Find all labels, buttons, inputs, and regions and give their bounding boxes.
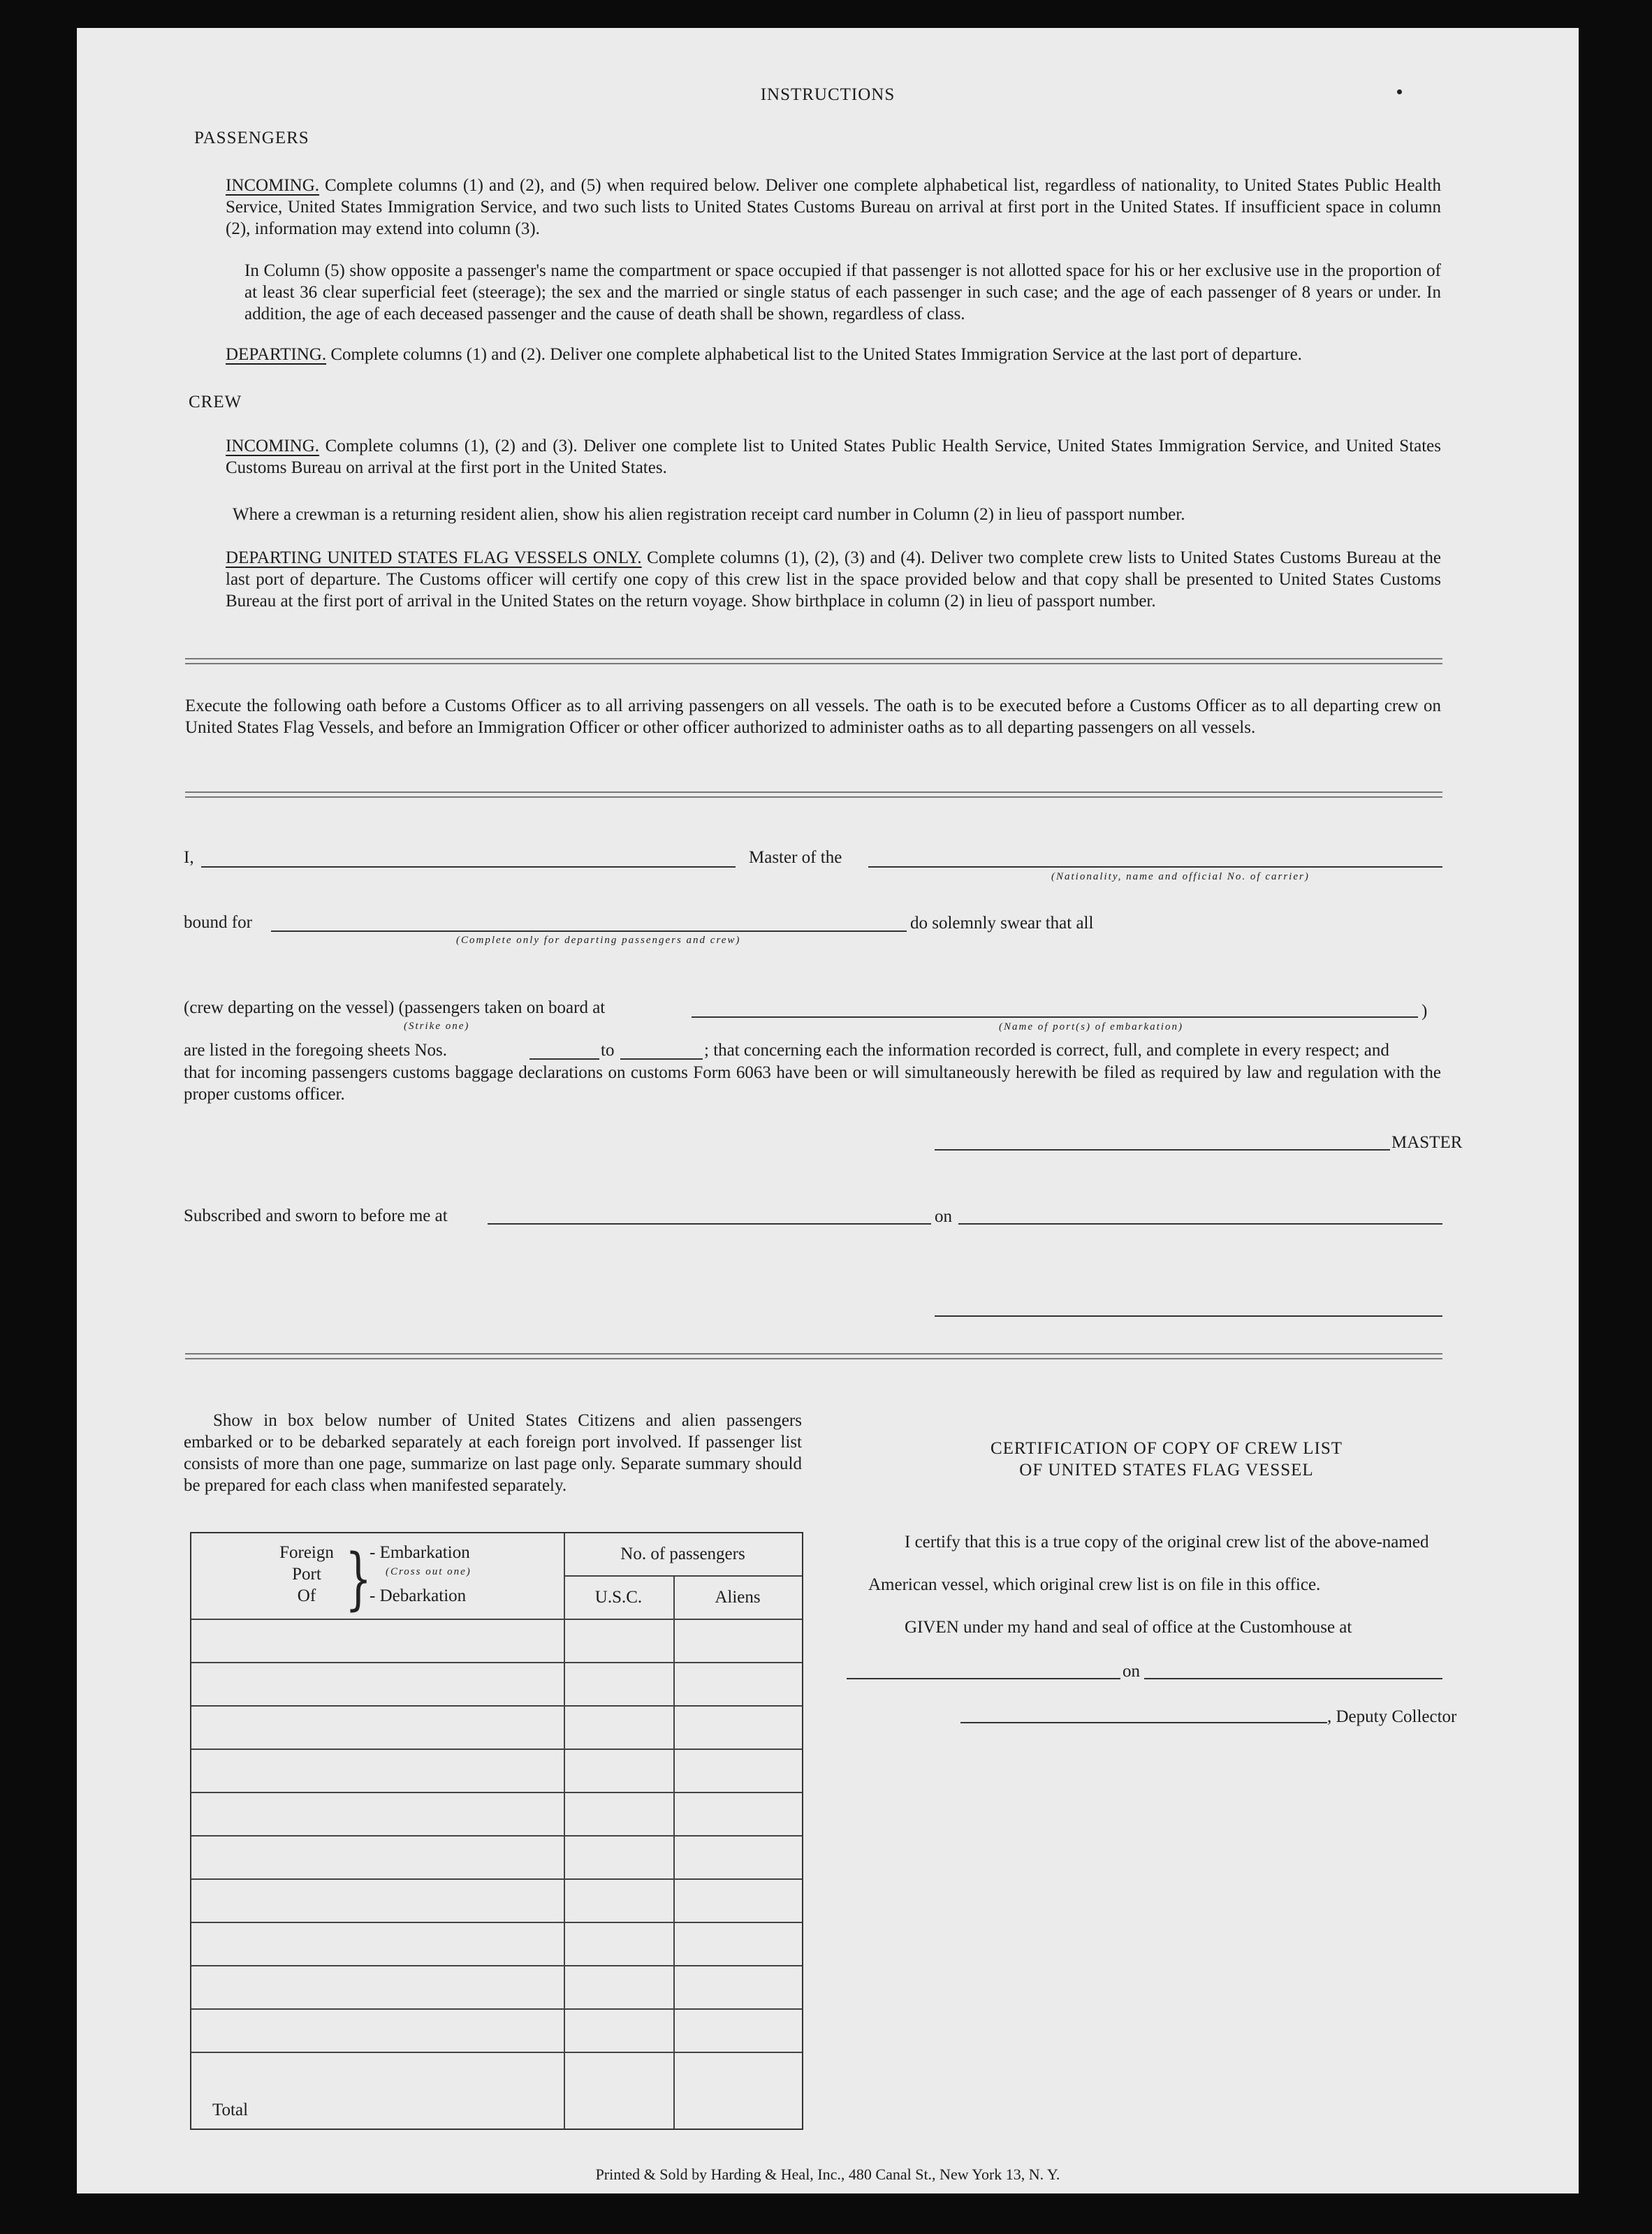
table-row[interactable] bbox=[191, 1965, 802, 1966]
table-row[interactable] bbox=[191, 2008, 802, 2010]
deputy-collector-label: , Deputy Collector bbox=[1327, 1707, 1457, 1726]
summary-divider bbox=[185, 1353, 1442, 1359]
sworn-place-field[interactable] bbox=[488, 1223, 931, 1225]
passengers-departing-paragraph bbox=[226, 344, 1441, 365]
close-paren: ) bbox=[1421, 1002, 1428, 1021]
certification-title-line2: OF UNITED STATES FLAG VESSEL bbox=[1019, 1461, 1314, 1480]
mark-dot bbox=[1397, 89, 1402, 94]
passengers-heading: PASSENGERS bbox=[194, 129, 309, 147]
subscribed-label: Subscribed and sworn to before me at bbox=[184, 1206, 448, 1225]
swear-label: do solemnly swear that all bbox=[910, 914, 1094, 933]
form-page bbox=[77, 28, 1579, 2193]
crew-departing-paragraph bbox=[226, 547, 1441, 612]
passenger-summary-table bbox=[190, 1532, 803, 2130]
table-row[interactable] bbox=[191, 1705, 802, 1707]
crew-incoming-label: INCOMING. bbox=[226, 437, 320, 455]
col-port: Port bbox=[292, 1565, 321, 1584]
master-signature-field[interactable] bbox=[935, 1149, 1390, 1151]
column5-paragraph: In Column (5) show opposite a passenger's name the compartment or space occupied if that passenger is not allotted space for his or her exclusive use in the proportion of at least 36 clear superficial feet (steerage); the sex and the married or single status of each passenger in such case; and the age of each passenger of 8 years or under. In addition, the age of each deceased passenger and the cause of death shall be shown, regardless of class. bbox=[244, 261, 1441, 323]
oath-i-label: I, bbox=[184, 848, 194, 867]
sworn-on-label: on bbox=[935, 1207, 952, 1226]
col-debarkation: - Debarkation bbox=[370, 1586, 467, 1605]
crew-passengers-strike-text: (crew departing on the vessel) (passengers taken on board at bbox=[184, 998, 606, 1017]
bound-hint: (Complete only for departing passengers and crew) bbox=[456, 935, 741, 946]
listed-rest: ; that concerning each the information recorded is correct, full, and complete in every respect; and bbox=[704, 1041, 1389, 1060]
sworn-date-field[interactable] bbox=[958, 1223, 1442, 1225]
master-of-the-label: Master of the bbox=[749, 848, 842, 867]
table-row[interactable] bbox=[191, 1835, 802, 1837]
master-label: MASTER bbox=[1391, 1133, 1463, 1152]
officer-signature-field[interactable] bbox=[935, 1315, 1442, 1317]
crew-incoming-paragraph bbox=[226, 435, 1441, 479]
printer-footer: Printed & Sold by Harding & Heal, Inc., 480 Canal St., New York 13, N. Y. bbox=[595, 2166, 1060, 2183]
to-label: to bbox=[601, 1041, 615, 1060]
cert-on-label: on bbox=[1123, 1662, 1140, 1681]
sheets-to-field[interactable] bbox=[620, 1058, 703, 1060]
brace-icon: } bbox=[345, 1540, 372, 1619]
oath-instruction: Execute the following oath before a Customs Officer as to all arriving passengers on all vessels. The oath is to be executed before a Customs Officer as to all departing crew on United States Flag Vessels, and before an Immigration Officer or other officer authorized to administer oaths as to all departing passengers on all vessels. bbox=[185, 696, 1441, 737]
given-line: GIVEN under my hand and seal of office at the Customhouse at bbox=[905, 1618, 1352, 1637]
crew-departing-text: Complete columns (1), (2), (3) and (4). Deliver two complete crew lists to United States Customs Bureau at the last port of departure. The Customs officer will certify one copy of this crew list in the space provided below and that copy shall be presented to United States Customs Bureau at the first port of arrival in the United States on the return voyage. Show birthplace in column (2) in lieu of passport number. bbox=[226, 548, 1441, 611]
col-embarkation: - Embarkation bbox=[370, 1543, 470, 1562]
strike-one-hint: (Strike one) bbox=[404, 1021, 470, 1032]
crew-heading: CREW bbox=[189, 393, 242, 411]
passengers-departing-text: Complete columns (1) and (2). Deliver one complete alphabetical list to the United States Immigration Service at the last port of departure. bbox=[330, 345, 1302, 364]
certify-line1: I certify that this is a true copy of the original crew list of the above-named bbox=[905, 1533, 1429, 1552]
passengers-incoming-label: INCOMING. bbox=[226, 176, 320, 195]
passengers-incoming-text: Complete columns (1) and (2), and (5) when required below. Deliver one complete alphabetical list, regardless of nationality, to United States Public Health Service, United States Immigration Service, and two such lists to United States Customs Bureau on arrival at first port in the United States. If insufficient space in column (2), information may extend into column (3). bbox=[226, 176, 1441, 238]
listed-prefix: are listed in the foregoing sheets Nos. bbox=[184, 1041, 447, 1060]
sheets-from-field[interactable] bbox=[529, 1058, 599, 1060]
customhouse-field[interactable] bbox=[847, 1678, 1120, 1679]
listed-line2: that for incoming passengers customs baggage declarations on customs Form 6063 have been or will simultaneously herewith be filed as required by law and regulation with the proper customs officer. bbox=[184, 1063, 1441, 1104]
passengers-departing-label: DEPARTING. bbox=[226, 345, 327, 364]
embarkation-ports-field[interactable] bbox=[692, 1016, 1418, 1018]
table-row[interactable] bbox=[191, 1748, 802, 1750]
table-row[interactable] bbox=[191, 2052, 802, 2053]
certify-line2: American vessel, which original crew list is on file in this office. bbox=[868, 1575, 1321, 1594]
table-row[interactable] bbox=[191, 1922, 802, 1923]
ports-hint: (Name of port(s) of embarkation) bbox=[999, 1021, 1183, 1032]
carrier-hint: (Nationality, name and official No. of carrier) bbox=[1051, 871, 1310, 882]
col-usc: U.S.C. bbox=[594, 1588, 643, 1607]
bound-for-field[interactable] bbox=[271, 930, 907, 932]
carrier-field[interactable] bbox=[868, 866, 1442, 868]
bound-for-label: bound for bbox=[184, 913, 252, 932]
total-label: Total bbox=[212, 2101, 249, 2119]
oath-divider bbox=[185, 791, 1442, 798]
cross-out-hint: (Cross out one) bbox=[386, 1566, 472, 1577]
summary-instruction: Show in box below number of United States Citizens and alien passengers embarked or to be debarked separately at each foreign port involved. If passenger list consists of more than one page, summarize on last page only. Separate summary should be prepared for each class when manifested separately. bbox=[184, 1411, 802, 1495]
certification-title-line1: CERTIFICATION OF COPY OF CREW LIST bbox=[990, 1439, 1343, 1458]
table-row[interactable] bbox=[191, 1792, 802, 1793]
deputy-signature-field[interactable] bbox=[960, 1722, 1327, 1723]
table-row[interactable] bbox=[191, 1878, 802, 1880]
master-name-field[interactable] bbox=[201, 866, 736, 868]
table-row[interactable] bbox=[191, 1662, 802, 1663]
section-divider bbox=[185, 658, 1442, 664]
col-passengers: No. of passengers bbox=[620, 1545, 745, 1563]
col-aliens: Aliens bbox=[715, 1588, 761, 1607]
crew-incoming-text: Complete columns (1), (2) and (3). Deliver one complete list to United States Public Health Service, United States Immigration Service, and United States Customs Bureau on arrival at the first port in the United States. bbox=[226, 437, 1441, 477]
passengers-incoming-paragraph bbox=[226, 175, 1441, 240]
col-foreign: Foreign bbox=[279, 1543, 334, 1562]
crew-departing-label: DEPARTING UNITED STATES FLAG VESSELS ONLY. bbox=[226, 548, 642, 567]
instructions-title: INSTRUCTIONS bbox=[760, 85, 896, 104]
crew-resident-paragraph: Where a crewman is a returning resident alien, show his alien registration receipt card number in Column (2) in lieu of passport number. bbox=[233, 505, 1185, 524]
cert-date-field[interactable] bbox=[1144, 1678, 1442, 1679]
col-of: Of bbox=[297, 1586, 316, 1605]
